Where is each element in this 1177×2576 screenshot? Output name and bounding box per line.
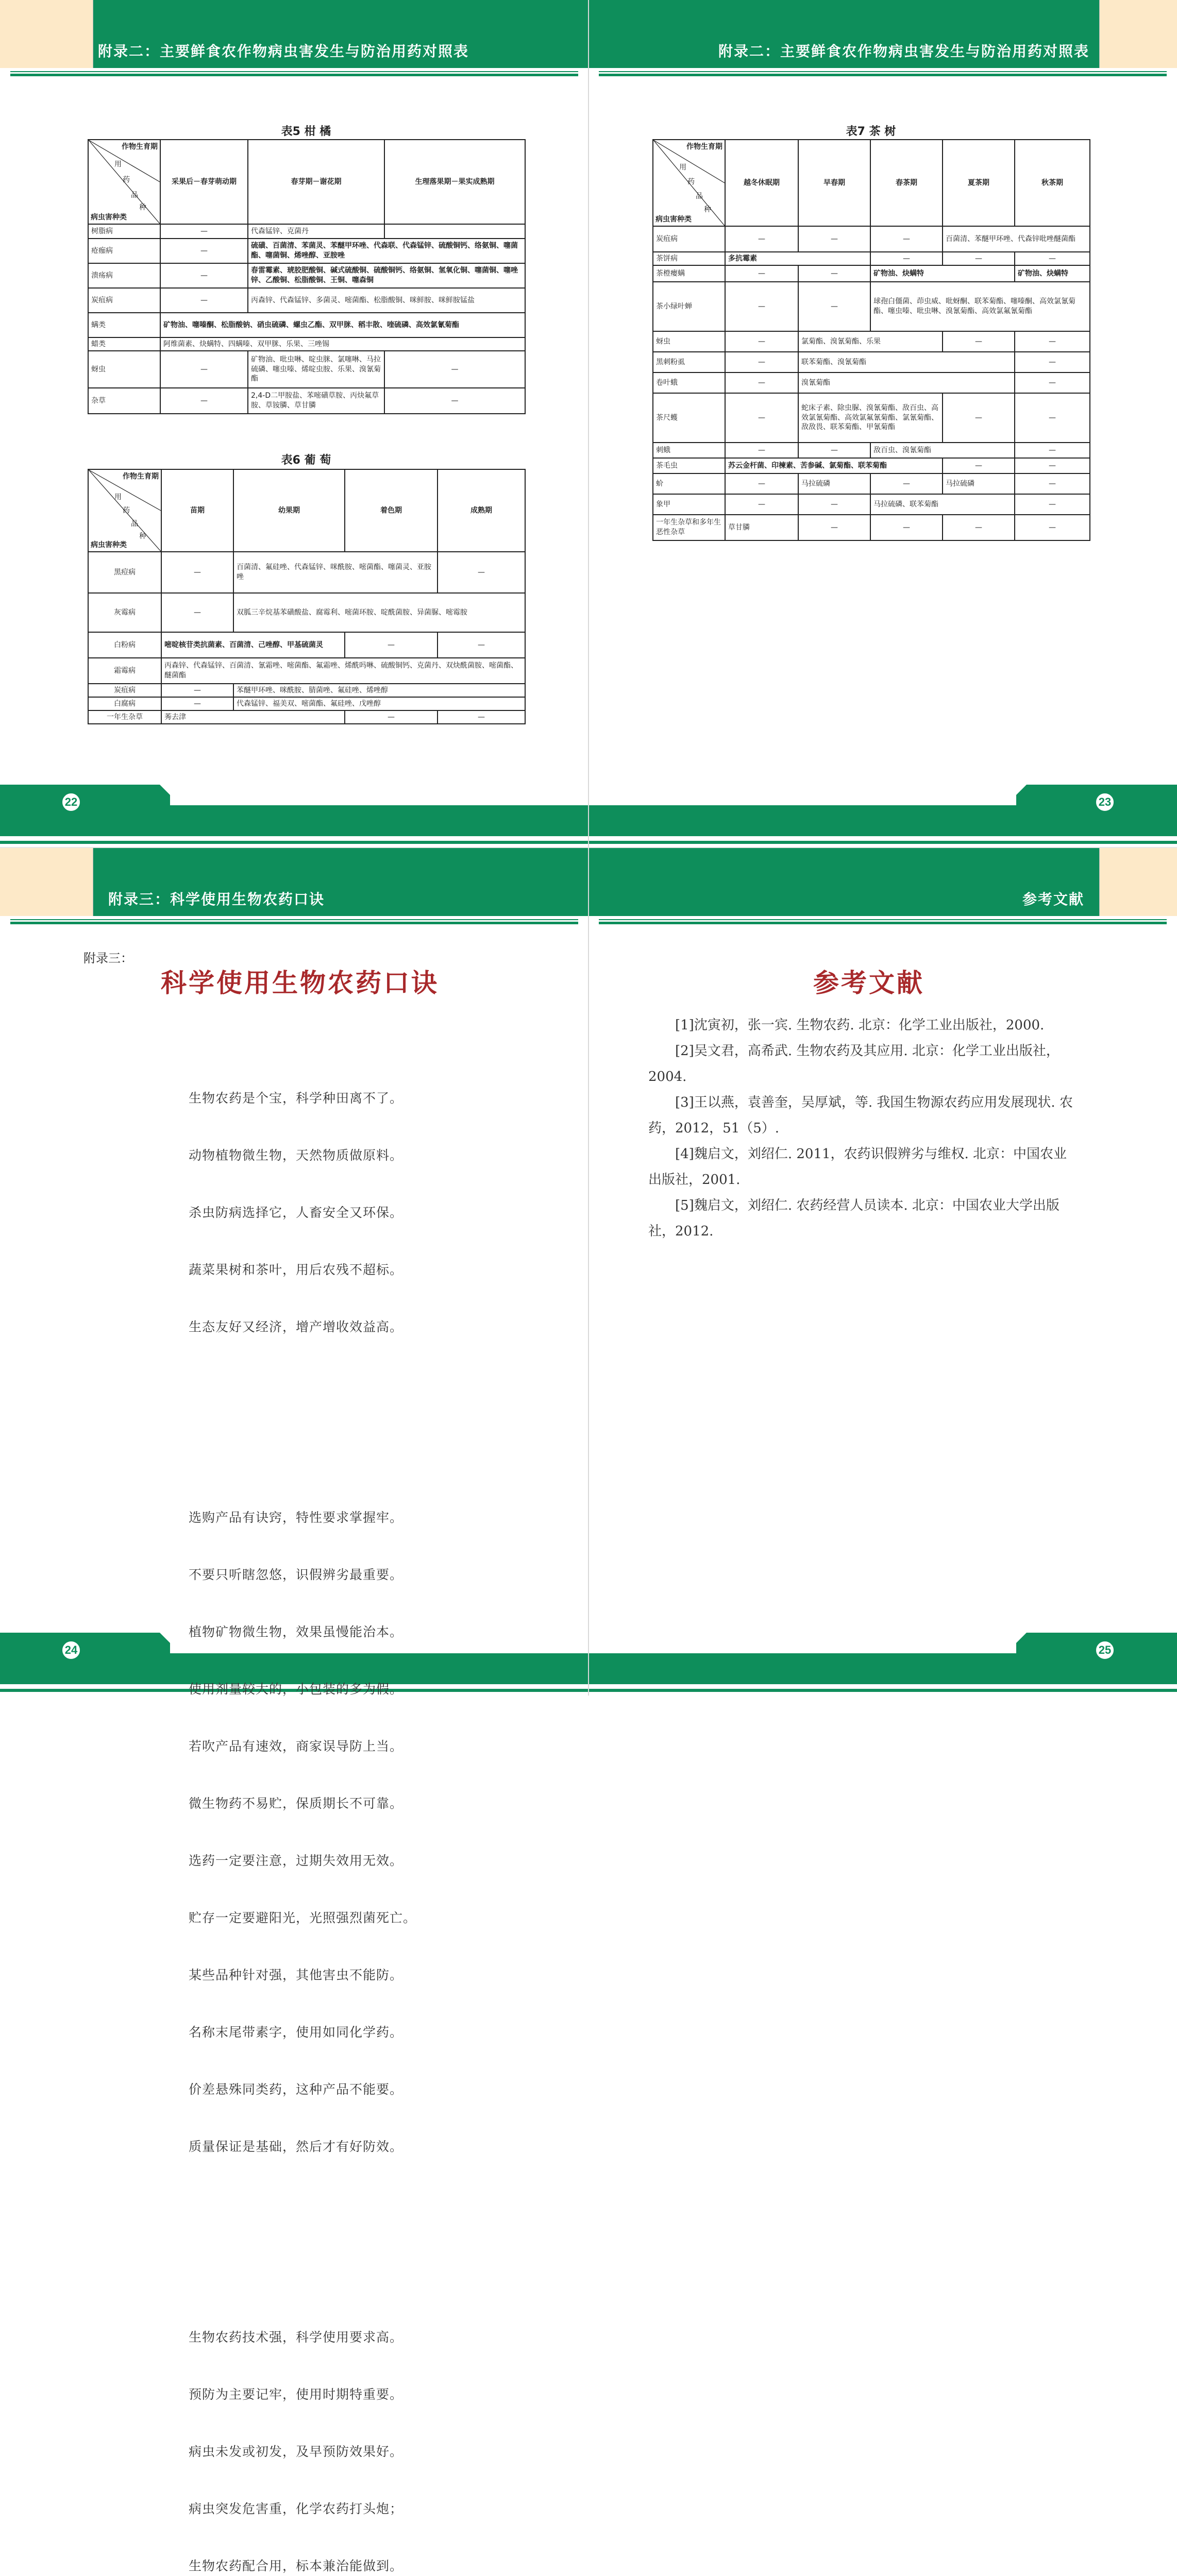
table-row [653, 252, 1090, 265]
row-label: 一年生杂草和多年生恶性杂草 [653, 515, 725, 540]
cell: 矿物油、炔螨特 [1015, 265, 1090, 282]
table-row [88, 337, 525, 351]
cell: — [943, 515, 1015, 540]
cell: — [384, 388, 525, 414]
poem-title: 科学使用生物农药口诀 [161, 968, 439, 998]
column-header: 春芽期－谢花期 [248, 140, 384, 224]
cell: 双胍三辛烷基苯磺酸盐、腐霉利、嘧菌环胺、啶酰菌胺、异菌脲、嘧霉胺 [233, 593, 525, 632]
header-cream-block [1100, 848, 1177, 916]
table-row [653, 515, 1090, 540]
row-label: 溃疡病 [88, 263, 160, 288]
poem-line: 若吹产品有速效，商家误导防上当。 [189, 1739, 403, 1754]
column-header: 夏茶期 [943, 140, 1015, 226]
cell: 阿维菌素、炔螨特、四螨嗪、双甲脒、乐果、三唑锡 [160, 337, 525, 351]
column-header: 早春期 [798, 140, 870, 226]
cell: — [798, 226, 870, 252]
table7-title: 表7 茶 树 [846, 125, 896, 138]
row-label: 蚜虫 [88, 351, 160, 388]
cell: — [160, 239, 248, 263]
table-row [653, 331, 1090, 352]
diag-header-cell [88, 140, 160, 224]
footer-slant [160, 1633, 180, 1653]
diag-label: 品 [131, 520, 138, 528]
cell: — [1015, 393, 1090, 443]
column-header: 生理落果期－果实成熟期 [384, 140, 525, 224]
cell: — [160, 288, 248, 313]
diag-bottom-label: 病虫害种类 [91, 213, 127, 222]
page-header-title: 附录二：主要鲜食农作物病虫害发生与防治用药对照表 [718, 43, 1089, 60]
table-row [88, 263, 525, 288]
crop-mark [1099, 848, 1100, 916]
table-row [88, 239, 525, 263]
cell: — [1015, 372, 1090, 393]
diag-bottom-label: 病虫害种类 [655, 215, 692, 224]
header-band [588, 848, 1177, 916]
page-header-title: 附录三：科学使用生物农药口诀 [108, 891, 325, 908]
page-number: 22 [61, 792, 81, 812]
cell: — [161, 684, 233, 697]
table-row [653, 443, 1090, 458]
column-header: 成熟期 [438, 469, 525, 552]
cell: — [1015, 494, 1090, 515]
column-header: 苗期 [161, 469, 233, 552]
cell: 2,4-D二甲胺盐、苯嘧磺草胺、丙炔氟草胺、草铵膦、草甘膦 [248, 388, 384, 414]
diag-label: 药 [123, 506, 130, 515]
cell: 矿物油、吡虫啉、啶虫脒、氯噻啉、马拉硫磷、噻虫嗪、烯啶虫胺、乐果、溴氰菊酯 [248, 351, 384, 388]
table-row [88, 224, 525, 239]
cell: — [870, 515, 943, 540]
row-label: 蜡类 [88, 337, 160, 351]
header-rule-thick [10, 922, 578, 924]
cell: — [725, 494, 798, 515]
footer-slant [1006, 785, 1027, 805]
header-rule [10, 71, 578, 72]
diag-label: 药 [687, 178, 695, 186]
cell: — [725, 443, 798, 458]
header-rule-thick [599, 74, 1167, 76]
cell: 百菌清、苯醚甲环唑、代森锌吡唑醚菌酯 [943, 226, 1090, 252]
row-label: 白粉病 [88, 632, 161, 658]
poem-line: 价差悬殊同类药，这种产品不能要。 [189, 2082, 403, 2097]
cell: 马拉硫磷 [798, 473, 870, 494]
cell: 百菌清、氟硅唑、代森锰锌、咪酰胺、嘧菌酯、噻菌灵、亚胺唑 [233, 552, 438, 593]
row-label: 霜霉病 [88, 658, 161, 684]
cell: — [1015, 443, 1090, 458]
diag-top-label: 作物生育期 [123, 472, 159, 481]
table6-title: 表6 葡 萄 [281, 454, 331, 467]
column-header: 着色期 [345, 469, 438, 552]
poem-line: 某些品种针对强，其他害虫不能防。 [189, 1968, 403, 1982]
row-label: 树脂病 [88, 224, 160, 239]
table-row [88, 658, 525, 684]
poem-line: 植物矿物微生物，效果虽慢能治本。 [189, 1624, 403, 1639]
cell: 氯菊酯、溴氰菊酯、乐果 [798, 331, 943, 352]
header-rule-thick [599, 922, 1167, 924]
table-row [653, 458, 1090, 473]
cell: — [725, 282, 798, 331]
table-row [88, 388, 525, 414]
cell: 马拉硫磷、联苯菊酯 [870, 494, 1015, 515]
header-cream-block [0, 0, 93, 68]
references-title: 参考文献 [813, 968, 924, 998]
page-number: 23 [1095, 792, 1115, 812]
cell: — [160, 388, 248, 414]
table-row [653, 265, 1090, 282]
table-row [653, 372, 1090, 393]
cell: — [725, 393, 798, 443]
reference-item: [5]魏启文，刘绍仁. 农药经营人员读本. 北京：中国农业大学出版社，2012. [648, 1198, 1060, 1239]
cell: — [161, 552, 233, 593]
diag-top-label: 作物生育期 [122, 143, 158, 151]
cell: — [943, 458, 1015, 473]
appendix-label: 附录三： [83, 951, 133, 965]
row-label: 茶尺蠖 [653, 393, 725, 443]
cell: 马拉硫磷 [943, 473, 1015, 494]
table-row [88, 710, 525, 724]
cell: — [870, 473, 943, 494]
page-header-title: 附录二：主要鲜食农作物病虫害发生与防治用药对照表 [98, 43, 469, 60]
table6 [88, 469, 526, 724]
cell: 敌百虫、溴氰菊酯 [870, 443, 1015, 458]
table-row [88, 552, 525, 593]
cell: 矿物油、噻嗪酮、松脂酸钠、硝虫硫磷、螺虫乙酯、双甲脒、稻丰散、喹硫磷、高效氯氰菊酯 [160, 313, 525, 337]
footer-notch [170, 785, 588, 805]
cell: — [1015, 352, 1090, 372]
cell: — [1015, 252, 1090, 265]
row-label: 茶饼病 [653, 252, 725, 265]
cell: — [725, 352, 798, 372]
cell [384, 224, 525, 239]
poem-stanza [189, 2290, 416, 2576]
column-header: 幼果期 [233, 469, 345, 552]
header-cream-block [0, 848, 93, 916]
page-header-title: 参考文献 [1022, 891, 1084, 908]
row-label: 黑刺粉虱 [653, 352, 725, 372]
cell: 苏云金杆菌、印楝素、苦参碱、氯菊酯、联苯菊酯 [725, 458, 943, 473]
cell: — [798, 515, 870, 540]
reference-item: [1]沈寅初，张一宾. 生物农药. 北京：化学工业出版社，2000. [675, 1018, 1045, 1033]
row-label: 黑痘病 [88, 552, 161, 593]
cell: 球孢白僵菌、茚虫威、吡蚜酮、联苯菊酯、噻嗪酮、高效氯氰菊酯、噻虫嗪、吡虫啉、溴氰菊酯、高效氯氟氰菊酯 [870, 282, 1090, 331]
cell: 草甘膦 [725, 515, 798, 540]
cell: 代森锰锌、克菌丹 [248, 224, 384, 239]
row-label: 茶毛虫 [653, 458, 725, 473]
column-header: 越冬休眠期 [725, 140, 798, 226]
footer-slant [1006, 1633, 1027, 1653]
references-list [648, 1012, 1080, 1244]
poem-line: 使用剂量较大的，小包装的多为假。 [189, 1682, 403, 1697]
cell: 溴氰菊酯 [798, 372, 1015, 393]
reference-item: [4]魏启文，刘绍仁. 2011，农药识假辨劣与维权. 北京：中国农业出版社，2001. [648, 1146, 1067, 1188]
poem-stanza [189, 1050, 416, 1375]
page-number: 24 [61, 1640, 81, 1660]
cell: 多抗霉素 [725, 252, 870, 265]
table-row [653, 352, 1090, 372]
diag-label: 种 [704, 206, 711, 214]
cell: — [345, 632, 438, 658]
table-row [653, 226, 1090, 252]
row-label: 茶橙瘿螨 [653, 265, 725, 282]
cell: 矿物油、炔螨特 [870, 265, 1015, 282]
page-number: 25 [1095, 1640, 1115, 1660]
cell: — [943, 331, 1015, 352]
poem-line: 生物农药是个宝，科学种田离不了。 [189, 1091, 403, 1106]
header-rule [599, 71, 1167, 72]
cell: — [161, 593, 233, 632]
cell: 春雷霉素、琥胶肥酸铜、碱式硫酸铜、硫酸铜钙、络氨铜、氢氧化铜、噻菌铜、噻唑锌、乙酸铜、松脂酸铜、王铜、噻森铜 [248, 263, 525, 288]
cell: — [1015, 473, 1090, 494]
cell: 代森锰锌、福美双、嘧菌酯、氟硅唑、戊唑醇 [233, 697, 525, 710]
column-header: 采果后－春芽萌动期 [160, 140, 248, 224]
cell: — [1015, 515, 1090, 540]
table-row [88, 288, 525, 313]
poem-line: 生态友好又经济，增产增收效益高。 [189, 1319, 403, 1334]
header-rule [599, 919, 1167, 920]
row-label: 刺蛾 [653, 443, 725, 458]
poem-line: 生物农药配合用，标本兼治能做到。 [189, 2558, 403, 2573]
cell: — [943, 393, 1015, 443]
cell: 丙森锌、代森锰锌、百菌清、氰霜唑、嘧菌酯、氟霜唑、烯酰吗啉、硫酸铜钙、克菌丹、双炔酰菌胺、嘧菌酯、醚菌酯 [161, 658, 525, 684]
row-label: 灰霉病 [88, 593, 161, 632]
poem-stanza [189, 1470, 416, 2194]
header-rule [10, 919, 578, 920]
row-label: 炭疽病 [88, 684, 161, 697]
cell: — [160, 351, 248, 388]
footer-notch [588, 785, 1016, 805]
diag-label: 品 [696, 192, 703, 200]
diag-label: 品 [131, 191, 138, 199]
row-label: 蚧 [653, 473, 725, 494]
cell: — [725, 372, 798, 393]
row-label: 象甲 [653, 494, 725, 515]
table-row [653, 393, 1090, 443]
table7 [652, 139, 1090, 541]
poem-line: 选药一定要注意，过期失效用无效。 [189, 1853, 403, 1868]
cell: — [943, 252, 1015, 265]
cell: 丙森锌、代森锰锌、多菌灵、嘧菌酯、松脂酸铜、咪鲜胺、咪鲜胺锰盐 [248, 288, 525, 313]
reference-item: [3]王以燕，袁善奎，吴厚斌，等. 我国生物源农药应用发展现状. 农药，2012，51（5）. [648, 1095, 1073, 1136]
diag-label: 种 [139, 532, 146, 540]
cell: — [725, 226, 798, 252]
table-row [88, 697, 525, 710]
reference-item: [2]吴文君，高希武. 生物农药及其应用. 北京：化学工业出版社，2004. [648, 1043, 1060, 1084]
poem-line: 生物农药技术强，科学使用要求高。 [189, 2330, 403, 2345]
diag-header-cell [88, 469, 161, 552]
cell: — [870, 252, 943, 265]
cell: — [345, 710, 438, 724]
cell: — [798, 265, 870, 282]
cell: 联苯菊酯、溴氰菊酯 [798, 352, 1015, 372]
cell: — [798, 282, 870, 331]
poem-line: 动物植物微生物，天然物质做原料。 [189, 1148, 403, 1163]
cell: — [798, 494, 870, 515]
row-label: 白腐病 [88, 697, 161, 710]
row-label: 茶小绿叶蝉 [653, 282, 725, 331]
table-row [88, 632, 525, 658]
footer-rule [588, 1689, 1177, 1692]
cell: 硫磺、百菌清、苯菌灵、苯醚甲环唑、代森联、代森锰锌、硫酸铜钙、络氨铜、噻菌酯、噻菌铜、烯唑醇、亚胺唑 [248, 239, 525, 263]
page-divider [0, 847, 1177, 848]
poem-line: 蔬菜果树和茶叶，用后农残不超标。 [189, 1262, 403, 1277]
table-row [88, 351, 525, 388]
diag-label: 药 [123, 176, 130, 184]
diag-label: 种 [139, 204, 146, 212]
row-label: 蚜虫 [653, 331, 725, 352]
row-label: 炭疽病 [653, 226, 725, 252]
poem-line: 名称末尾带素字，使用如同化学药。 [189, 2025, 403, 2040]
row-label: 一年生杂草 [88, 710, 161, 724]
cell: — [870, 226, 943, 252]
crop-mark [1099, 0, 1100, 68]
footer-rule [588, 841, 1177, 844]
header-cream-block [1100, 0, 1177, 68]
column-header: 秋茶期 [1015, 140, 1090, 226]
row-label: 疮痂病 [88, 239, 160, 263]
diag-bottom-label: 病虫害种类 [91, 541, 127, 550]
poem-line: 选购产品有诀窍，特性要求掌握牢。 [189, 1510, 403, 1525]
cell: — [438, 710, 525, 724]
cell: — [798, 443, 870, 458]
cell: — [160, 224, 248, 239]
cell: — [1015, 458, 1090, 473]
poem-line: 不要只听瞎忽悠，识假辨劣最重要。 [189, 1567, 403, 1582]
cell: 嘧啶核苷类抗菌素、百菌清、己唑醇、甲基硫菌灵 [161, 632, 345, 658]
poem-body [189, 1012, 416, 2576]
row-label: 螨类 [88, 313, 160, 337]
cell: — [384, 351, 525, 388]
poem-line: 病虫突发危害重，化学农药打头炮； [189, 2501, 403, 2516]
cell: 蛇床子素、除虫脲、溴氰菊酯、敌百虫、高效氯氰菊酯、高效氯氟氰菊酯、氯氰菊酯、敌敌畏、联苯菊酯、甲氰菊酯 [798, 393, 943, 443]
cell: — [725, 473, 798, 494]
diag-header-cell [653, 140, 725, 226]
table-row [88, 684, 525, 697]
table-row [88, 313, 525, 337]
table5-title: 表5 柑 橘 [281, 125, 331, 138]
poem-line: 病虫未发或初发，及早预防效果好。 [189, 2444, 403, 2459]
poem-line: 微生物药不易贮，保质期长不可靠。 [189, 1796, 403, 1811]
page-22 [0, 0, 588, 848]
cell: — [438, 552, 525, 593]
diag-label: 用 [679, 163, 686, 172]
cell: 苯醚甲环唑、咪酰胺、腈菌唑、氟硅唑、烯唑醇 [233, 684, 525, 697]
cell: — [160, 263, 248, 288]
row-label: 卷叶蛾 [653, 372, 725, 393]
cell: — [725, 265, 798, 282]
poem-line: 杀虫防病选择它，人畜安全又环保。 [189, 1205, 403, 1220]
table-row [653, 494, 1090, 515]
footer-rule [0, 841, 588, 844]
cell: 莠去津 [161, 710, 345, 724]
footer-slant [160, 785, 180, 805]
row-label: 炭疽病 [88, 288, 160, 313]
table-row [653, 473, 1090, 494]
column-header: 春茶期 [870, 140, 943, 226]
cell: — [725, 331, 798, 352]
header-rule-thick [10, 74, 578, 76]
table-row [653, 282, 1090, 331]
table-row [88, 593, 525, 632]
poem-line: 质量保证是基础，然后才有好防效。 [189, 2139, 403, 2154]
diag-label: 用 [114, 493, 122, 501]
cell: — [1015, 331, 1090, 352]
diag-label: 用 [114, 160, 122, 168]
diag-top-label: 作物生育期 [686, 143, 722, 151]
poem-line: 贮存一定要避阳光，光照强烈菌死亡。 [189, 1910, 417, 1925]
table5 [88, 139, 526, 414]
row-label: 杂草 [88, 388, 160, 414]
cell: — [438, 632, 525, 658]
page-23 [588, 0, 1177, 848]
cell: — [161, 697, 233, 710]
footer-notch [588, 1633, 1016, 1653]
poem-line: 预防为主要记牢，使用时期特重要。 [189, 2387, 403, 2402]
